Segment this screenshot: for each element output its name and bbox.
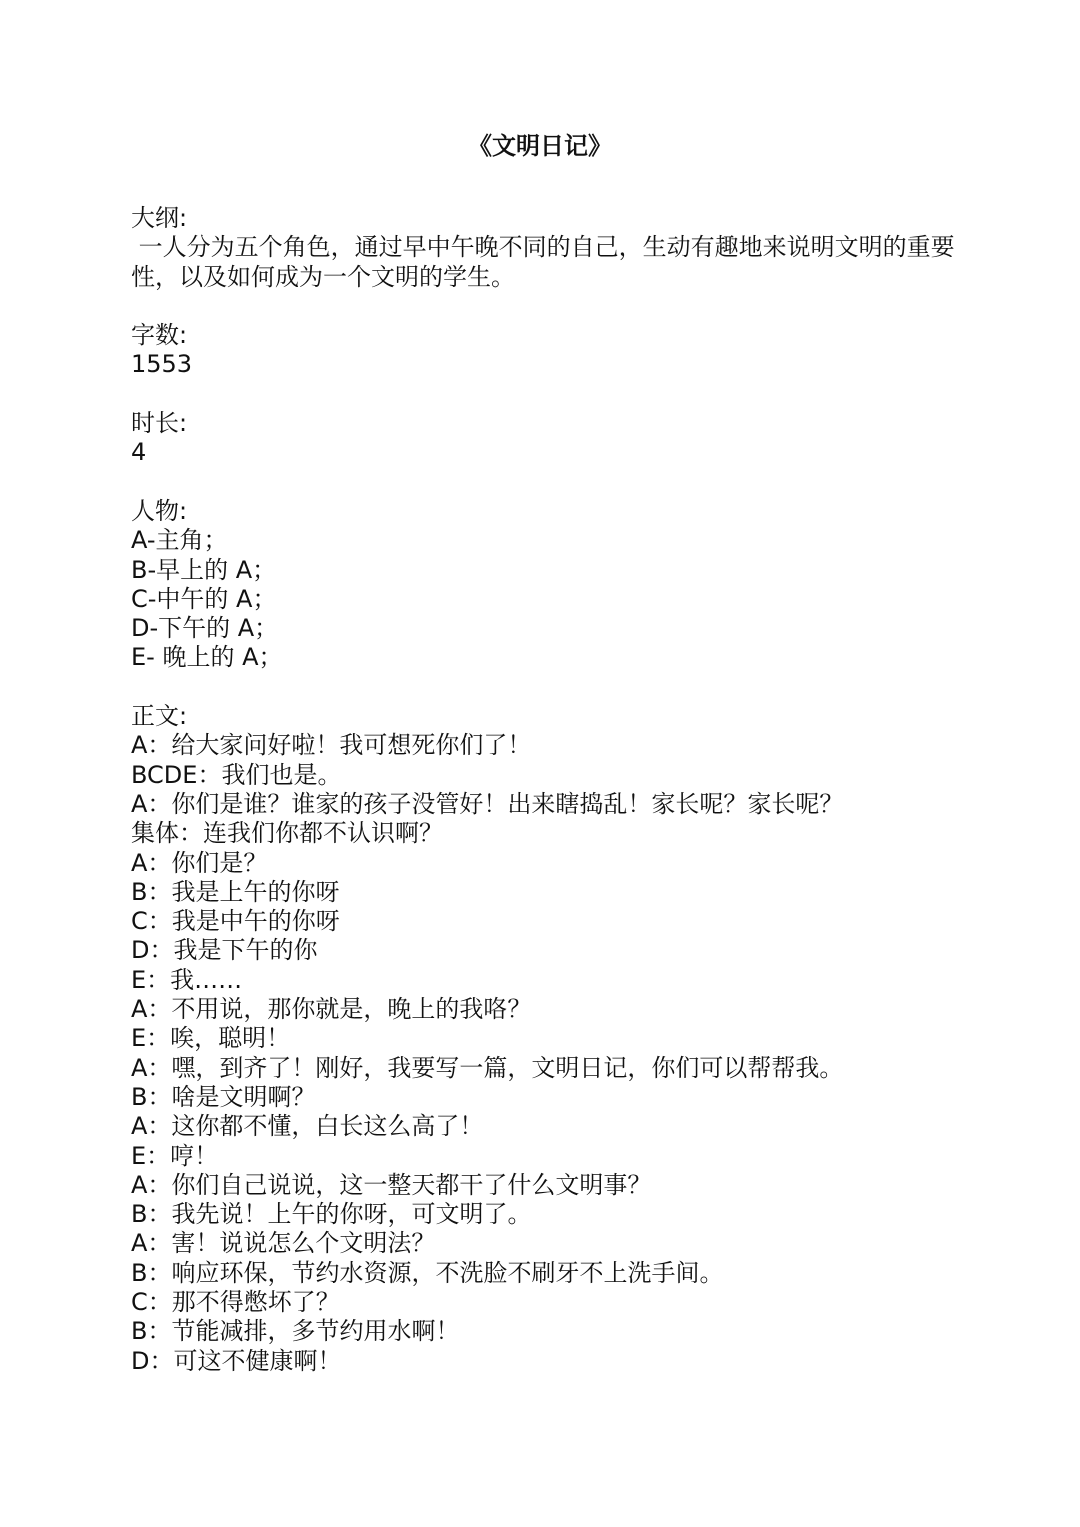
- dialogue-line: A：给大家问好啦！我可想死你们了！: [131, 731, 532, 760]
- outline-text: 一人分为五个角色，通过早中午晚不同的自己，生动有趣地来说明文明的重要性，以及如何成为一个文明的学生。: [131, 233, 955, 291]
- dialogue-line: C：我是中午的你呀: [131, 907, 340, 936]
- dialogue-line: B：节能减排，多节约用水啊！: [131, 1317, 460, 1346]
- dialogue-line: B：我先说！上午的你呀，可文明了。: [131, 1200, 532, 1229]
- dialogue-line: A：害！说说怎么个文明法？: [131, 1229, 436, 1258]
- document-title: 《文明日记》: [468, 132, 612, 160]
- duration-label: 时长:: [131, 409, 188, 438]
- dialogue-line: E：我……: [131, 965, 243, 994]
- document-content: [131, 204, 971, 1376]
- dialogue-line: D：我是下午的你: [131, 936, 318, 965]
- dialogue-line: B：响应环保，节约水资源，不洗脸不刷牙不上洗手间。: [131, 1258, 724, 1287]
- dialogue-line: D：可这不健康啊！: [131, 1346, 342, 1375]
- spacer: [131, 380, 971, 409]
- dialogue-line: 集体：连我们你都不认识啊？: [131, 819, 443, 848]
- character-item: B-早上的 A；: [131, 555, 277, 584]
- outline-label: 大纲:: [131, 204, 188, 232]
- dialogue-line: A：你们是谁？谁家的孩子没管好！出来瞎捣乱！家长呢？家长呢？: [131, 789, 844, 818]
- dialogue-line: B：我是上午的你呀: [131, 877, 340, 906]
- character-item: D-下午的 A；: [131, 614, 279, 643]
- word-count-label: 字数:: [131, 321, 188, 350]
- characters-label: 人物:: [131, 496, 188, 525]
- dialogue-line: B：啥是文明啊？: [131, 1082, 316, 1111]
- dialogue-line: A：这你都不懂，白长这么高了！: [131, 1112, 484, 1141]
- dialogue-line: BCDE：我们也是。: [131, 760, 342, 789]
- dialogue-line: A：不用说，那你就是，晚上的我咯？: [131, 995, 532, 1024]
- character-item: E- 晚上的 A；: [131, 643, 283, 672]
- spacer: [131, 292, 971, 321]
- dialogue-line: E：哼！: [131, 1141, 219, 1170]
- dialogue-line: E：唉，聪明！: [131, 1024, 291, 1053]
- dialogue-line: C：那不得憋坏了？: [131, 1287, 340, 1316]
- spacer: [131, 673, 971, 702]
- character-item: C-中午的 A；: [131, 584, 277, 613]
- word-count-value: 1553: [131, 350, 193, 379]
- dialogue-line: A：嘿，到齐了！刚好，我要写一篇，文明日记，你们可以帮帮我。: [131, 1053, 844, 1082]
- spacer: [131, 468, 971, 497]
- body-label: 正文:: [131, 702, 188, 731]
- dialogue-line: A：你们自己说说，这一整天都干了什么文明事？: [131, 1170, 652, 1199]
- dialogue-line: A：你们是？: [131, 848, 268, 877]
- character-item: A-主角；: [131, 526, 228, 555]
- duration-value: 4: [131, 438, 147, 467]
